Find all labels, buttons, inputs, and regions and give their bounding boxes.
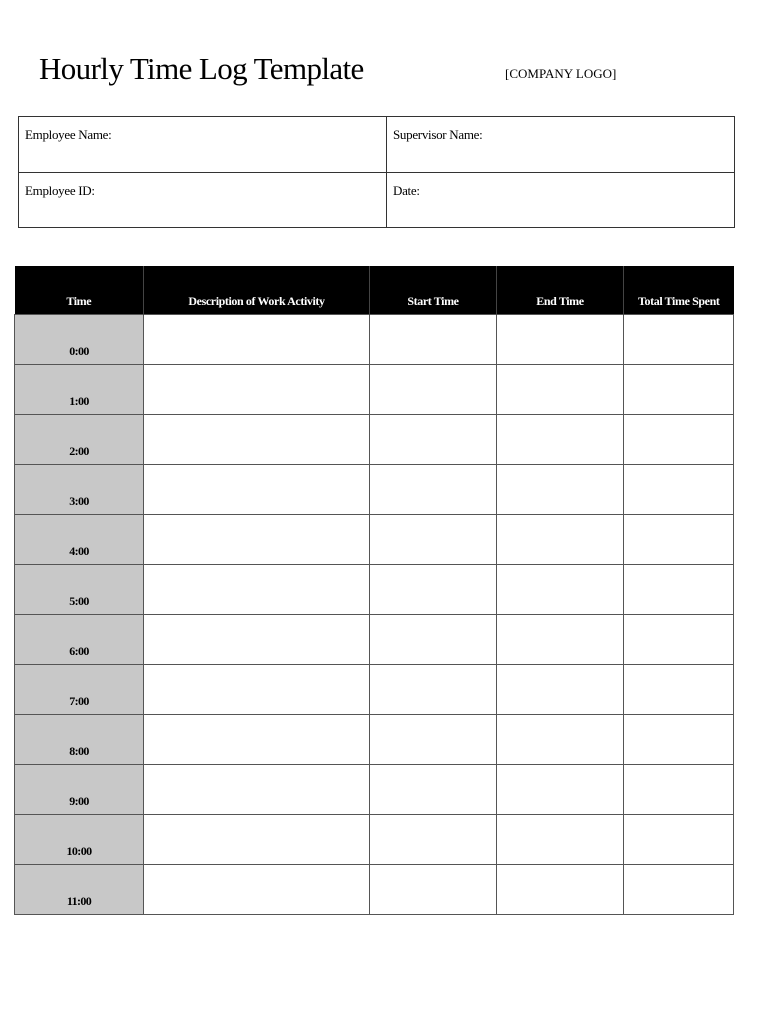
end-time-cell[interactable]: [497, 514, 624, 564]
time-cell: 5:00: [15, 564, 144, 614]
header-description: Description of Work Activity: [144, 266, 370, 314]
time-cell: 1:00: [15, 364, 144, 414]
description-cell[interactable]: [144, 564, 370, 614]
end-time-cell[interactable]: [497, 864, 624, 914]
supervisor-name-label: Supervisor Name:: [393, 127, 483, 142]
description-cell[interactable]: [144, 864, 370, 914]
header-start-time: Start Time: [370, 266, 497, 314]
start-time-cell[interactable]: [370, 664, 497, 714]
total-time-spent-cell[interactable]: [624, 864, 734, 914]
time-cell: 8:00: [15, 714, 144, 764]
total-time-spent-cell[interactable]: [624, 764, 734, 814]
table-row: [15, 864, 734, 914]
end-time-cell[interactable]: [497, 664, 624, 714]
start-time-cell[interactable]: [370, 464, 497, 514]
time-cell: 4:00: [15, 514, 144, 564]
employee-name-field[interactable]: [19, 117, 387, 173]
header-end-time: End Time: [497, 266, 624, 314]
table-row: [15, 364, 734, 414]
time-cell: 7:00: [15, 664, 144, 714]
end-time-cell[interactable]: [497, 364, 624, 414]
description-cell[interactable]: [144, 314, 370, 364]
start-time-cell[interactable]: [370, 864, 497, 914]
description-cell[interactable]: [144, 614, 370, 664]
total-time-spent-cell[interactable]: [624, 514, 734, 564]
description-cell[interactable]: [144, 764, 370, 814]
employee-id-field[interactable]: [19, 172, 387, 228]
table-row: [15, 414, 734, 464]
total-time-spent-cell[interactable]: [624, 814, 734, 864]
time-cell: 9:00: [15, 764, 144, 814]
end-time-cell[interactable]: [497, 414, 624, 464]
table-row: [15, 764, 734, 814]
total-time-spent-cell[interactable]: [624, 714, 734, 764]
start-time-cell[interactable]: [370, 714, 497, 764]
start-time-cell[interactable]: [370, 414, 497, 464]
description-cell[interactable]: [144, 514, 370, 564]
time-cell: 3:00: [15, 464, 144, 514]
table-row: [15, 664, 734, 714]
date-label: Date:: [393, 182, 420, 198]
table-row: [15, 814, 734, 864]
header-time: Time: [15, 266, 144, 314]
end-time-cell[interactable]: [497, 714, 624, 764]
time-cell: 2:00: [15, 414, 144, 464]
company-logo-placeholder: [COMPANY LOGO]: [505, 66, 617, 81]
total-time-spent-cell[interactable]: [624, 314, 734, 364]
time-cell: 0:00: [15, 314, 144, 364]
table-row: [15, 314, 734, 364]
supervisor-name-field[interactable]: [387, 117, 735, 173]
description-cell[interactable]: [144, 714, 370, 764]
total-time-spent-cell[interactable]: [624, 414, 734, 464]
table-row: [15, 514, 734, 564]
end-time-cell[interactable]: [497, 814, 624, 864]
end-time-cell[interactable]: [497, 614, 624, 664]
employee-info-table: [18, 116, 735, 228]
description-cell[interactable]: [144, 814, 370, 864]
time-cell: 11:00: [15, 864, 144, 914]
employee-name-label: Employee Name:: [25, 127, 112, 142]
total-time-spent-cell[interactable]: [624, 464, 734, 514]
start-time-cell[interactable]: [370, 814, 497, 864]
table-row: [15, 464, 734, 514]
end-time-cell[interactable]: [497, 564, 624, 614]
table-row: [15, 714, 734, 764]
end-time-cell[interactable]: [497, 464, 624, 514]
start-time-cell[interactable]: [370, 514, 497, 564]
start-time-cell[interactable]: [370, 764, 497, 814]
page-title: Hourly Time Log Template: [39, 51, 364, 86]
end-time-cell[interactable]: [497, 314, 624, 364]
description-cell[interactable]: [144, 664, 370, 714]
total-time-spent-cell[interactable]: [624, 364, 734, 414]
time-log-body: [15, 314, 734, 914]
header-total-time-spent: Total Time Spent: [624, 266, 734, 314]
description-cell[interactable]: [144, 414, 370, 464]
start-time-cell[interactable]: [370, 564, 497, 614]
start-time-cell[interactable]: [370, 614, 497, 664]
table-row: [15, 614, 734, 664]
description-cell[interactable]: [144, 364, 370, 414]
start-time-cell[interactable]: [370, 364, 497, 414]
table-row: [15, 564, 734, 614]
time-cell: 10:00: [15, 814, 144, 864]
time-log-table: [14, 266, 734, 915]
employee-id-label: Employee ID:: [25, 182, 95, 198]
time-log-header-row: [15, 266, 734, 314]
total-time-spent-cell[interactable]: [624, 564, 734, 614]
time-cell: 6:00: [15, 614, 144, 664]
description-cell[interactable]: [144, 464, 370, 514]
start-time-cell[interactable]: [370, 314, 497, 364]
end-time-cell[interactable]: [497, 764, 624, 814]
total-time-spent-cell[interactable]: [624, 614, 734, 664]
total-time-spent-cell[interactable]: [624, 664, 734, 714]
date-field[interactable]: [387, 172, 735, 228]
